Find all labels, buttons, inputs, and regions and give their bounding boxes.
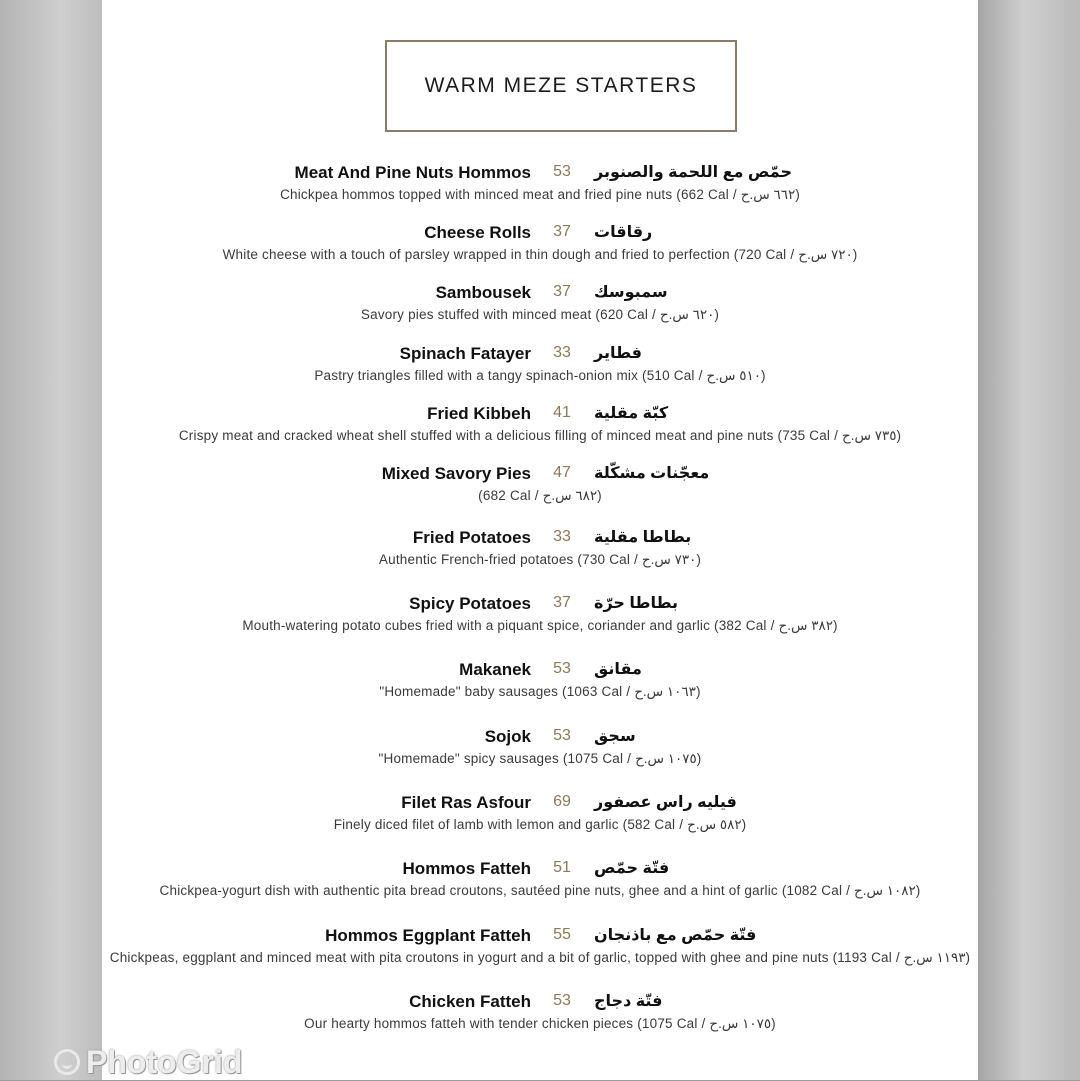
item-description: Chickpeas, eggplant and minced meat with pita croutons in yogurt and a bit of garlic, topped with ghee and pine nuts (1193 Cal / ١١٩٣ س.ح) (109, 950, 971, 965)
item-price: 37 (553, 283, 571, 300)
item-name-ar: بطاطا مقلية (594, 529, 692, 546)
item-price: 51 (553, 859, 571, 876)
item-description: White cheese with a touch of parsley wrapped in thin dough and fried to perfection (720 Cal / ٧٢٠ س.ح) (222, 247, 858, 262)
item-price: 69 (553, 793, 571, 810)
background-right (978, 0, 1080, 1080)
item-price: 37 (553, 223, 571, 240)
item-name-ar: فتّة حمّص (594, 860, 670, 877)
section-title: WARM MEZE STARTERS (424, 74, 698, 97)
item-name-ar: فتّة دجاج (594, 993, 663, 1010)
photogrid-watermark (54, 1044, 242, 1080)
menu-item (102, 659, 978, 701)
item-name-ar: حمّص مع اللحمة والصنوبر (594, 164, 792, 181)
item-description: (682 Cal / ٦٨٢ س.ح) (478, 488, 602, 503)
item-name-en: Meat And Pine Nuts Hommos (294, 163, 531, 182)
item-price: 53 (553, 992, 571, 1009)
item-price: 55 (553, 926, 571, 943)
item-name-en: Spinach Fatayer (399, 344, 531, 363)
item-name-en: Spicy Potatoes (409, 594, 531, 613)
menu-item (102, 527, 978, 569)
menu-item (102, 991, 978, 1033)
item-name-en: Makanek (459, 660, 531, 679)
item-name-en: Chicken Fatteh (409, 992, 531, 1011)
item-name-en: Sojok (484, 727, 531, 746)
item-price: 37 (553, 594, 571, 611)
item-name-ar: سمبوسك (594, 284, 668, 301)
item-name-en: Fried Kibbeh (427, 404, 531, 423)
menu-item (102, 792, 978, 834)
item-name-ar: رقاقات (594, 224, 653, 241)
item-price: 53 (553, 660, 571, 677)
item-name-en: Filet Ras Asfour (401, 793, 531, 812)
item-name-ar: كبّة مقلية (594, 405, 669, 422)
menu-item (102, 162, 978, 204)
item-name-ar: فتّة حمّص مع باذنجان (594, 927, 757, 944)
item-name-en: Fried Potatoes (412, 528, 531, 547)
item-description: Pastry triangles filled with a tangy spinach-onion mix (510 Cal / ٥١٠ س.ح) (314, 368, 766, 383)
smiley-icon (54, 1049, 80, 1075)
item-description: Chickpea-yogurt dish with authentic pita bread croutons, sautéed pine nuts, ghee and a hint of garlic (1082 Cal / ١٠٨٢ س.ح) (159, 883, 921, 898)
item-description: Our hearty hommos fatteh with tender chicken pieces (1075 Cal / ١٠٧٥ س.ح) (304, 1016, 776, 1031)
item-description: Mouth-watering potato cubes fried with a piquant spice, coriander and garlic (382 Cal / ٣٨٢ س.ح) (242, 618, 838, 633)
menu-item (102, 282, 978, 324)
section-title-box (385, 40, 737, 132)
item-description: Savory pies stuffed with minced meat (620 Cal / ٦٢٠ س.ح) (360, 307, 720, 322)
item-description: Crispy meat and cracked wheat shell stuffed with a delicious filling of minced meat and pine nuts (735 Cal / ٧٣٥ س.ح) (178, 428, 902, 443)
item-name-ar: معجّنات مشكّلة (594, 465, 710, 482)
item-name-ar: فطاير (594, 345, 643, 362)
item-name-ar: بطاطا حرّة (594, 595, 679, 612)
menu-item (102, 463, 978, 505)
background-left (0, 0, 102, 1080)
item-price: 53 (553, 163, 571, 180)
menu-item (102, 403, 978, 445)
menu-item (102, 726, 978, 768)
item-name-en: Hommos Fatteh (402, 859, 531, 878)
menu-item (102, 593, 978, 635)
item-price: 53 (553, 727, 571, 744)
menu-page (102, 0, 978, 1080)
item-price: 33 (553, 528, 571, 545)
item-name-en: Hommos Eggplant Fatteh (325, 926, 531, 945)
menu-item (102, 925, 978, 967)
item-description: "Homemade" spicy sausages (1075 Cal / ١٠٧٥ س.ح) (378, 751, 702, 766)
item-name-ar: سجق (594, 728, 636, 745)
item-description: Chickpea hommos topped with minced meat and fried pine nuts (662 Cal / ٦٦٢ س.ح) (280, 187, 800, 202)
item-price: 33 (553, 344, 571, 361)
watermark-text: PhotoGrid (86, 1043, 243, 1080)
item-price: 47 (553, 464, 571, 481)
item-description: Finely diced filet of lamb with lemon and garlic (582 Cal / ٥٨٢ س.ح) (333, 817, 747, 832)
menu-item (102, 222, 978, 264)
menu-item (102, 858, 978, 900)
item-name-en: Mixed Savory Pies (381, 464, 531, 483)
menu-item (102, 343, 978, 385)
item-name-ar: مقانق (594, 661, 642, 678)
item-name-en: Sambousek (435, 283, 531, 302)
item-name-ar: فيليه راس عصفور (594, 794, 737, 811)
item-name-en: Cheese Rolls (424, 223, 531, 242)
item-description: Authentic French-fried potatoes (730 Cal / ٧٣٠ س.ح) (378, 552, 702, 567)
item-description: "Homemade" baby sausages (1063 Cal / ١٠٦٣ س.ح) (379, 684, 701, 699)
item-price: 41 (553, 404, 571, 421)
